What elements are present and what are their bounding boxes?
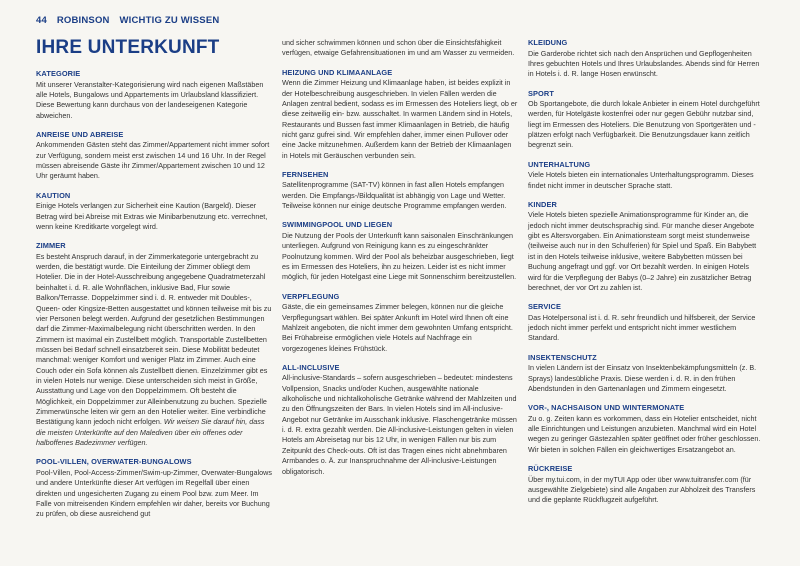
column-2 bbox=[282, 38, 518, 486]
section-text: Ob Sportangebote, die durch lokale Anbieter in einem Hotel durchgeführt werden, für Hotelgäste kostenfrei oder nur gegen Gebühr nutzbar sind, liegt im Ermessen des Hoteliers. Die Benutzung von Sportgeräten und -plätzen erfolgt nach Verfügbarkeit. Die Benutzungsdauer kann zeitlich begrenzt sein. bbox=[528, 99, 760, 150]
section-text: Das Hotelpersonal ist i. d. R. sehr freundlich und hilfsbereit, der Service jedoch nicht immer perfekt und entspricht nicht immer westlichem Standard. bbox=[528, 312, 756, 343]
section-saison bbox=[528, 403, 764, 455]
page-title: IHRE UNTERKUNFT bbox=[36, 37, 220, 58]
page-number: 44 bbox=[36, 15, 47, 26]
section-pool-continued bbox=[282, 38, 518, 59]
section-kaution bbox=[36, 191, 272, 233]
section-heizung bbox=[282, 68, 518, 161]
section-heading: KATEGORIE bbox=[36, 69, 81, 78]
section-heading: RÜCKREISE bbox=[528, 464, 573, 474]
section-heading: POOL-VILLEN, OVERWATER-BUNGALOWS bbox=[36, 457, 192, 467]
section-name: WICHTIG ZU WISSEN bbox=[119, 15, 220, 26]
section-zimmer bbox=[36, 241, 272, 448]
section-pool-villen bbox=[36, 457, 272, 519]
section-text: Zu o. g. Zeiten kann es vorkommen, dass ein Hotelier entscheidet, nicht alle Einrichtungen und Leistungen anzubieten. Manchmal wird ein Hotel wegen zu geringer Gästezahlen später geöffnet oder früher geschlossen. Wir bieten in solchen Fällen ein gleichwertiges Ersatzangebot an. bbox=[528, 413, 761, 454]
section-all-inclusive bbox=[282, 363, 518, 477]
section-text: Die Garderobe richtet sich nach den Ansprüchen und Gepflogenheiten Ihres gebuchten Hotels und Ihres Urlaubslandes. Abends sind für Herren in Hotels i. d. R. lange Hosen erwünscht. bbox=[528, 48, 760, 79]
section-heading: INSEKTENSCHUTZ bbox=[528, 352, 597, 362]
section-text: Wenn die Zimmer Heizung und Klimaanlage haben, ist beides explizit in der Hotelbeschreibung ausgeschrieben. In vielen Fällen werden die Anlagen zentral bedient, sodass es im Ermessen des Hoteliers liegt, ob er diese zeitweilig ein- bzw. ausschaltet. In warmen Ländern sind in Hotels, Restaurants und Bussen fast immer Klimaanlagen in Betrieb, die häufig nicht ganz gufrei sind. Wir empfehlen daher, immer einen Pullover oder eine Jacke mitzunehmen. Außerdem kann der Betrieb der Klimaanlagen in Hotels mit Geräuschen verbunden sein. bbox=[282, 78, 518, 160]
section-text: Es besteht Anspruch darauf, in der Zimmerkategorie untergebracht zu werden, die bestätigt wurde. Die Einteilung der Zimmer obliegt dem Hotelier. Die in der Hotel-Ausschreibung angegebene Quadratmeterzahl beinhaltet i. d. R. alle Wohnflächen, inklusive Bad, Flur sowie Balkon/Terrasse. Doppelzimmer sind i. d. R. entweder mit Doubles-, Queen- oder Kingsize-Betten ausgestattet und können teilweise mit bis zu vier Personen belegt werden. Aufgrund der gesetzlichen Bestimmungen darf die Zimmer-Maximalbelegung nicht überschritten werden. In den Zimmern ist maximal ein Zustellbett möglich. Transportable Zustellbetten müssen bei Bedarf schnell einsatzbereit sein. Diese Mobilität bedeutet manchmal: weniger Komfort und weniger Platz im Zimmer. Auch eine Couch oder ein Sofa können als Zustellbett dienen. Einzelzimmer gibt es in vielen Hotels nur wenige. Diese unterscheiden sich meist in Größe, Ausstattung und Lage von den Doppelzimmern. Oft besteht die Möglichkeit, ein Doppelzimmer zur Alleinbenutzung zu buchen. Spezielle Zimmerwünsche leiten wir gern an den Hotelier weiter. Eine verbindliche Bestätigung kann jedoch nicht erfolgen. bbox=[36, 251, 272, 427]
section-heading: KLEIDUNG bbox=[528, 38, 568, 47]
section-fernsehen bbox=[282, 170, 518, 212]
section-text: In vielen Ländern ist der Einsatz von Insektenbekämpfungsmitteln (z. B. Sprays) landesübliche Praxis. Diese werden i. d. R. in den frühen Abendstunden in den Gartenanlagen und Zimmern eingesetzt. bbox=[528, 363, 757, 393]
section-heading: VOR-, NACHSAISON UND WINTERMONATE bbox=[528, 403, 685, 413]
section-heading: ANREISE UND ABREISE bbox=[36, 129, 124, 139]
section-heading: KAUTION bbox=[36, 190, 71, 200]
section-text: Pool-Villen, Pool-Access-Zimmer/Swim-up-Zimmer, Overwater-Bungalows und andere Unterkünfte dieser Art verfügen im Regelfall über einen direkten und ungesicherten Zugang zu einem Pool bzw. zum Meer. Im Falle von mitreisenden Kindern empfehlen wir daher, bereits vor Buchung zu prüfen, ob diese ausreichend gut bbox=[36, 467, 272, 519]
section-heading: SWIMMINGPOOL UND LIEGEN bbox=[282, 220, 393, 230]
section-text: Einige Hotels verlangen zur Sicherheit eine Kaution (Bargeld). Dieser Betrag wird bei Abreise mit Extras wie Minibarbenutzung etc. verrechnet, wenn keine Kreditkarte vorgelegt wird. bbox=[36, 201, 268, 231]
section-kleidung bbox=[528, 38, 764, 80]
section-rueckreise bbox=[528, 464, 764, 506]
section-heading: ALL-INCLUSIVE bbox=[282, 362, 340, 372]
section-text: Viele Hotels bieten spezielle Animationsprogramme für Kinder an, die jedoch nicht immer deutschsprachig sind. Für manche dieser Angebote gibt es Altersvorgaben. Ein Animationsteam sorgt meist stundenweise (teilweise auch nur in den Schulferien) für Spiel und Spaß. Ein Babybett ist in den Hotels teilweise inklusive, weitere Babybetten müssen bei Buchung angefragt und ggf. vor Ort bezahlt werden. In einigen Hotels wird für die Verpflegung der Babys (0–2 Jahre) ein zusätzlicher Betrag berechnet, der vor Ort zu zahlen ist. bbox=[528, 210, 757, 292]
section-text: Viele Hotels bieten ein internationales Unterhaltungsprogramm. Dieses findet nicht immer in deutscher Sprache statt. bbox=[528, 170, 754, 190]
section-heading: SPORT bbox=[528, 88, 554, 98]
section-insektenschutz bbox=[528, 353, 764, 395]
page-header bbox=[36, 15, 226, 26]
section-text: Mit unserer Veranstalter-Kategorisierung wird nach eigenen Maßstäben alle Hotels, Bungalows und Appartements im Urlaubsland klassifiziert. Diese Bewertung kann durchaus von der landeseigenen Kategorie abweichen. bbox=[36, 79, 264, 120]
section-note-italic: Wir weisen Sie darauf hin, dass die meisten Unterkünfte auf den Malediven über ein offenes oder halboffenes Badezimmer verfügen. bbox=[36, 417, 265, 447]
section-verpflegung bbox=[282, 292, 518, 354]
section-text-block bbox=[36, 252, 272, 449]
section-kategorie bbox=[36, 69, 272, 121]
section-unterhaltung bbox=[528, 160, 764, 191]
section-text: Über my.tui.com, in der myTUI App oder über www.tuitransfer.com (für ausgewählte Zielgebiete) sind alle Angaben zur Abholzeit des Transfers und die geplante Rückflugzeit aufgeführt. bbox=[528, 474, 756, 505]
column-1 bbox=[36, 69, 272, 529]
section-kinder bbox=[528, 200, 764, 293]
section-heading: UNTERHALTUNG bbox=[528, 159, 591, 169]
section-heading: HEIZUNG UND KLIMAANLAGE bbox=[282, 67, 393, 77]
section-text: und sicher schwimmen können und schon über die Einsichtsfähigkeit verfügen, etwaige Gefahrensituationen im und am Wasser zu vermeiden. bbox=[282, 38, 515, 58]
section-text: Die Nutzung der Pools der Unterkunft kann saisonalen Einschränkungen unterliegen. Aufgrund von Reinigung kann es zu eingeschränkter Poolnutzung kommen. Wird der Pool als beheizbar ausgeschrieben, liegt es im Ermessen des Hoteliers, ihn zu heizen. Leider ist es nicht immer möglich, für jeden Hotelgast eine Liege mit Sonnenschirm bereitzustellen. bbox=[282, 230, 517, 282]
section-heading: VERPFLEGUNG bbox=[282, 291, 340, 301]
section-service bbox=[528, 302, 764, 344]
section-anreise bbox=[36, 130, 272, 182]
section-heading: KINDER bbox=[528, 199, 557, 209]
section-text: Gäste, die ein gemeinsames Zimmer belegen, können nur die gleiche Verpflegungsart wählen. Bei später Ankunft im Hotel wird Ihnen oft eine Mahlzeit angeboten, die nicht immer dem gewohnten Umfang entspricht. Bei Frühabreise ermöglichen viele Hotels auf Nachfrage ein vorgezogenes kleines Frühstück. bbox=[282, 302, 513, 353]
brand-name: ROBINSON bbox=[56, 15, 110, 26]
section-sport bbox=[528, 89, 764, 151]
section-text: Ankommenden Gästen steht das Zimmer/Appartement nicht immer sofort zur Verfügung, sondern meist erst zwischen 14 und 16 Uhr. In der Regel müssen abreisende Gäste ihr Zimmer/Appartement zwischen 10 und 12 Uhr geräumt haben. bbox=[36, 140, 270, 181]
section-heading: FERNSEHEN bbox=[282, 169, 329, 179]
section-text: All-inclusive-Standards – sofern ausgeschrieben – bedeutet: mindestens Vollpension, Snacks und/oder Kuchen, ausgewählte nationale alkoholische und nichtalkoholische Getränke während der Mahlzeiten und zu den Öffnungszeiten der Bars. In vielen Hotels sind im All-inclusive-Angebot nur Getränke im Ausschank inklusive. Flaschengetränke müssen i. d. R. extra gezahlt werden. Die All-inclusive-Leistungen gelten in vielen Hotels am Abreisetag nur bis 12 Uhr, in wenigen Fällen nur bis zum Zeitpunkt des Check-outs. Oft ist das Tragen eines nicht abnehmbaren Armbandes o. Ä. zur Inanspruchnahme der All-inclusive-Leistungen obligatorisch. bbox=[282, 373, 517, 476]
section-heading: SERVICE bbox=[528, 302, 562, 312]
column-3 bbox=[528, 38, 764, 515]
section-swimmingpool bbox=[282, 220, 518, 282]
section-heading: ZIMMER bbox=[36, 241, 66, 251]
section-text: Satellitenprogramme (SAT-TV) können in fast allen Hotels empfangen werden. Die Empfangs-/Bildqualität ist abhängig von Lage und Wetter. Teilweise können nur einige deutsche Programme empfangen werden. bbox=[282, 180, 507, 211]
